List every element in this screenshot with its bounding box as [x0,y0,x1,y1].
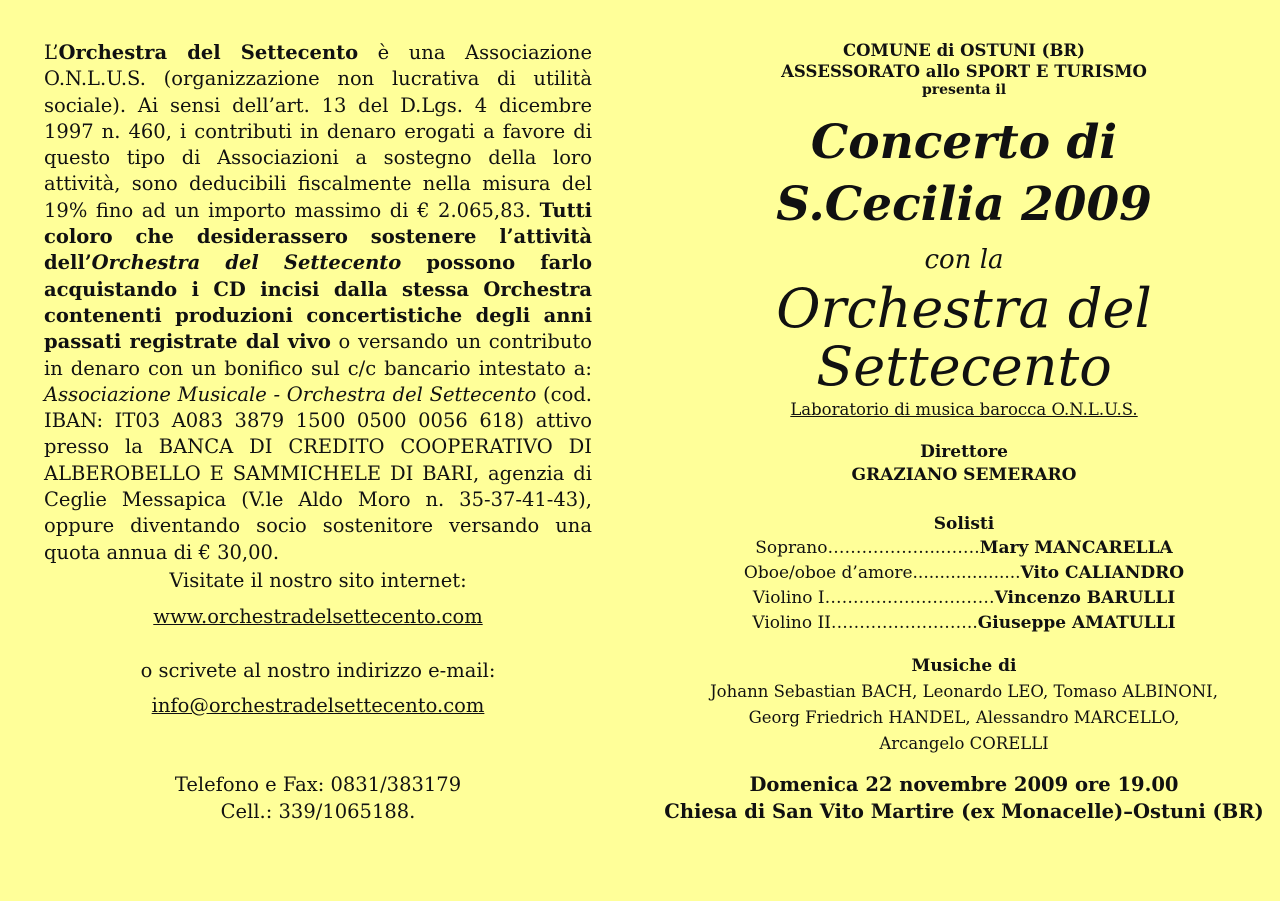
soloist-name: Mary MANCARELLA [979,538,1173,558]
text: (cod. IBAN: IT03 A083 3879 1500 0500 0056 618) attivo presso la BANCA DI CREDITO COOPERATIVO DI ALBEROBELLO E SAMMICHELE DI BARI, agenzia di Ceglie Messapica (V.le Aldo Moro n. 35-37-41-43), oppure diventando socio sostenitore versando una quota annua di € 30,00. [44,382,592,564]
concert-title-line2: S.Cecilia 2009 [776,177,1152,232]
orchestra-title-line1: Orchestra del [776,277,1152,340]
email-label: o scrivete al nostro indirizzo e-mail: [140,659,496,682]
solisti-label: Solisti [933,514,995,534]
soloist-name: Giuseppe AMATULLI [977,613,1176,633]
soloist-role: Violino II…………………….. [752,613,978,633]
soloist-row [660,536,1268,561]
concert-date: Domenica 22 novembre 2009 ore 19.00 [749,773,1179,796]
direttore-label: Direttore [920,442,1008,462]
soloist-role: Soprano………………..……. [755,538,980,558]
composers-line1: Johann Sebastian BACH, Leonardo LEO, Tomaso ALBINONI, [710,682,1218,701]
concert-title-line1: Concerto di [810,115,1118,170]
phone-fax: Telefono e Fax: 0831/383179 [174,773,462,796]
text: L’ [44,41,59,64]
text-bold: Tutti coloro che desiderassero sostenere l’attività dell’ [44,198,592,275]
concert-venue: Chiesa di San Vito Martire (ex Monacelle)–Ostuni (BR) [664,800,1264,823]
con-la-text: con la [924,245,1004,275]
email-link[interactable]: info@orchestradelsettecento.com [151,694,485,717]
header-assessorato: ASSESSORATO allo SPORT E TURISMO [781,62,1147,81]
musiche-label: Musiche di [911,656,1017,676]
text-italic: Associazione Musicale - Orchestra del Settecento [44,382,537,406]
text: è una Associazione O.N.L.U.S. (organizzazione non lucrativa di utilità sociale). Ai sensi dell’art. 13 del D.Lgs. 4 dicembre 1997 n. 460, i contributi in denaro erogati a favore di questo tipo di Associazioni a sostegno della loro attività, sono deducibili fiscalmente nella misura del 19% fino ad un importo massimo di € 2.065,83. [44,41,592,222]
soloist-name: Vito CALIANDRO [1020,563,1185,583]
soloist-name: Vincenzo BARULLI [994,588,1176,608]
header-comune: COMUNE di OSTUNI (BR) [843,41,1085,60]
soloist-role: Oboe/oboe d’amore.................... [743,563,1021,583]
text: o versando un contributo in denaro con un bonifico sul c/c bancario intestato a: [44,330,592,380]
text-bold: Orchestra del Settecento [58,41,359,64]
header-presenta: presenta il [921,82,1007,98]
composers-line3: Arcangelo CORELLI [879,734,1049,753]
cell-phone: Cell.: 339/1065188. [220,800,416,823]
association-info-paragraph [44,40,592,566]
right-column [660,40,1268,825]
subtitle-laboratorio: Laboratorio di musica barocca O.N.L.U.S. [790,400,1138,419]
soloist-role: Violino I………………………… [752,588,995,608]
direttore-name: GRAZIANO SEMERARO [851,465,1077,485]
soloist-row [660,611,1268,636]
soloist-row [660,586,1268,611]
site-link[interactable]: www.orchestradelsettecento.com [153,605,483,628]
orchestra-title-line2: Settecento [816,335,1112,398]
site-label: Visitate il nostro sito internet: [169,569,467,592]
left-column [44,40,592,566]
composers-line2: Georg Friedrich HANDEL, Alessandro MARCELLO, [748,708,1180,727]
text-bold: possono farlo acquistando i CD incisi dalla stessa Orchestra contenenti produzioni concertistiche degli anni passati registrate dal vivo [44,251,592,354]
soloist-row [660,561,1268,586]
text-bold-italic: Orchestra del Settecento [91,251,402,275]
